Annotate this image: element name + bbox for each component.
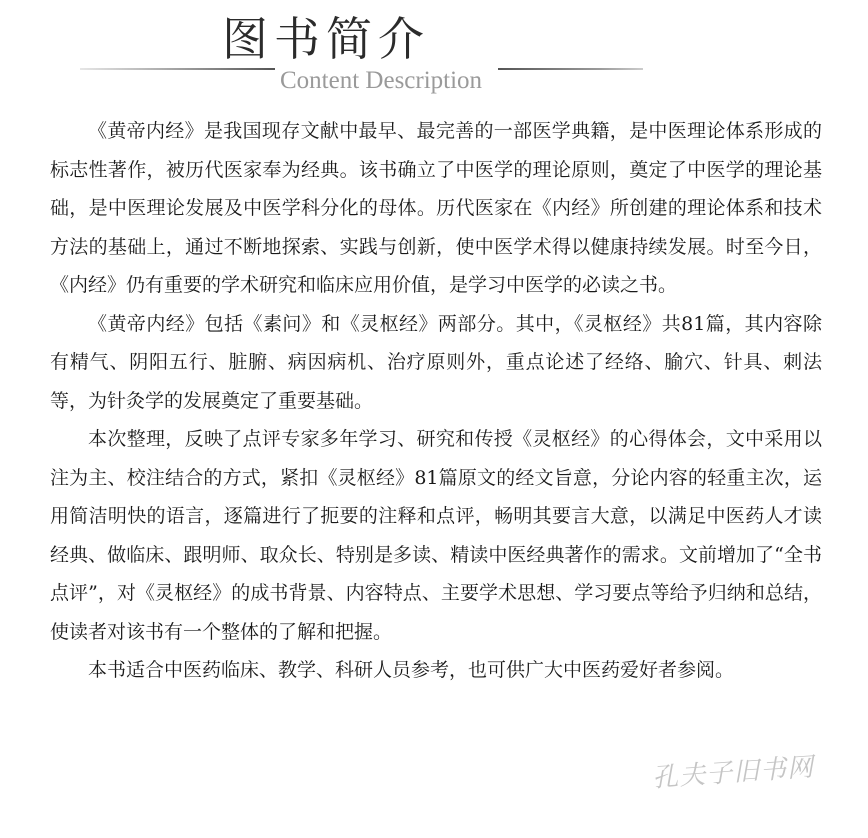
- section-header: [0, 0, 868, 110]
- site-watermark: 孔夫子旧书网: [651, 752, 816, 794]
- paragraph-structure: 《黄帝内经》包括《素问》和《灵枢经》两部分。其中，《灵枢经》共81篇，其内容除有精气、阴阳五行、脏腑、病因病机、治疗原则外，重点论述了经络、腧穴、针具、刺法等，为针灸学的发展奠定了重要基础。: [50, 312, 822, 412]
- page-title: 图书简介: [222, 12, 430, 66]
- paragraph-intro: 《黄帝内经》是我国现存文献中最早、最完善的一部医学典籍，是中医理论体系形成的标志性著作，被历代医家奉为经典。该书确立了中医学的理论原则，奠定了中医学的理论基础，是中医理论发展及中医学科分化的母体。历代医家在《内经》所创建的理论体系和技术方法的基础上，通过不断地探索、实践与创新，使中医学术得以健康持续发展。时至今日，《内经》仍有重要的学术研究和临床应用价值，是学习中医学的必读之书。: [50, 120, 822, 296]
- header-divider-left: [80, 68, 275, 70]
- page-subtitle: Content Description: [280, 67, 483, 94]
- paragraph-edition: 本次整理，反映了点评专家多年学习、研究和传授《灵枢经》的心得体会，文中采用以注为主、校注结合的方式，紧扣《灵枢经》81篇原文的经文旨意，分论内容的轻重主次，运用简洁明快的语言，逐篇进行了扼要的注释和点评，畅明其要言大意，以满足中医药人才读经典、做临床、跟明师、取众长、特别是多读、精读中医经典著作的需求。文前增加了“全书点评”，对《灵枢经》的成书背景、内容特点、主要学术思想、学习要点等给予归纳和总结，使读者对该书有一个整体的了解和把握。: [50, 428, 822, 643]
- paragraph-audience: 本书适合中医药临床、教学、科研人员参考，也可供广大中医药爱好者参阅。: [88, 659, 735, 681]
- description-body: [50, 112, 822, 690]
- header-divider-right: [498, 68, 643, 70]
